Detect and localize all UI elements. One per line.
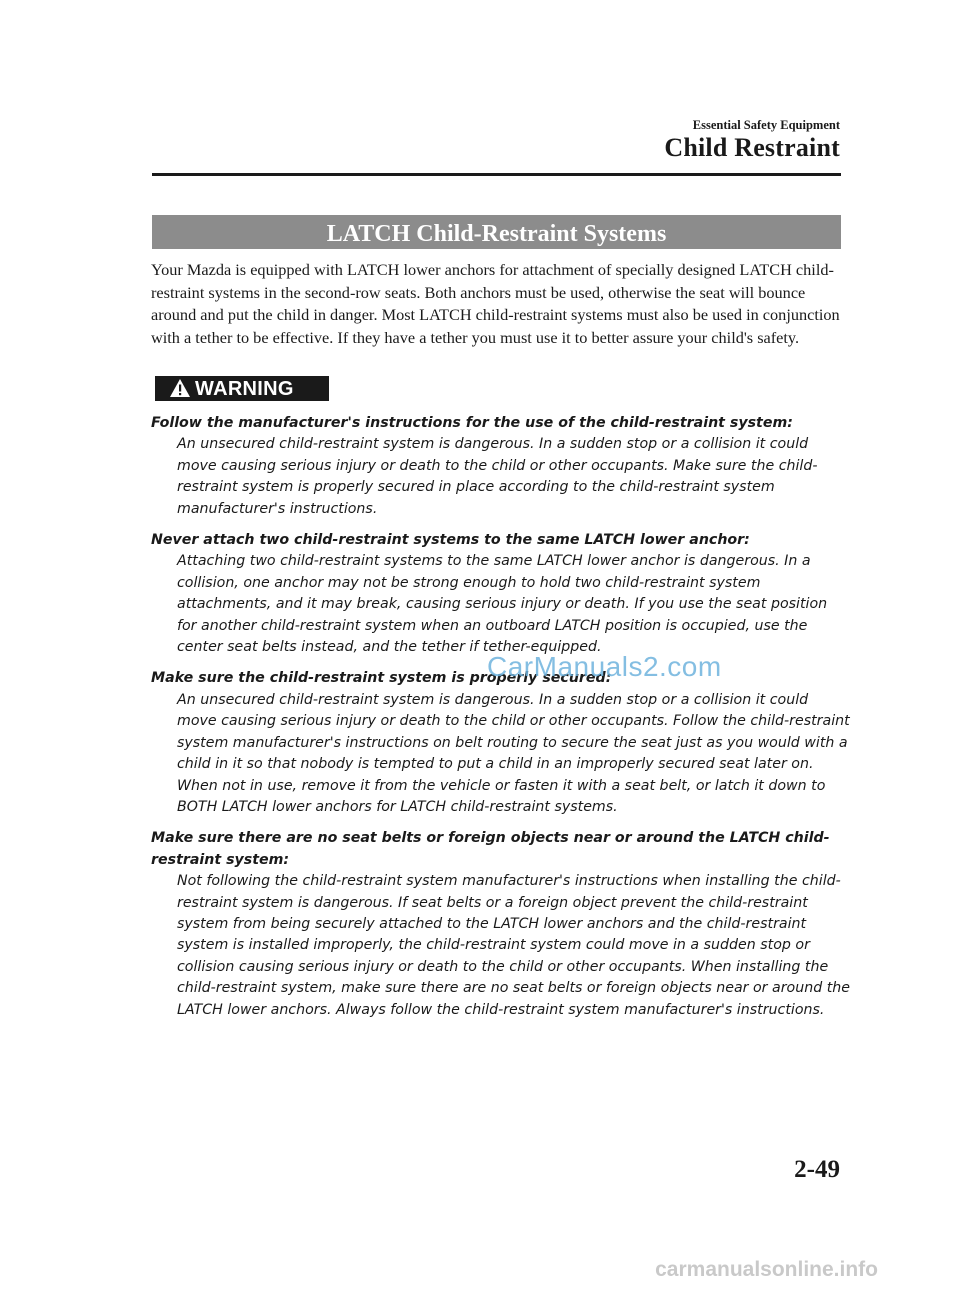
page-number: 2-49 [794,1156,840,1183]
intro-paragraph: Your Mazda is equipped with LATCH lower anchors for attachment of specially designed LATCH child-restraint systems in the second-row seats. Both anchors must be used, otherwise the seat will bounce around and put the child in danger. Most LATCH child-restraint systems must also be used in conjunction with a tether to be effective. If they have a tether you must use it to better assure your child's safety. [151,260,840,347]
warning-body: Attaching two child-restraint systems to the same LATCH lower anchor is dangerous. In a collision, one anchor may not be strong enough to hold two child-restraint system attachments, and it may break, causing serious injury or death. If you use the seat position for another child-restraint system when an outboard LATCH position is occupied, use the center seat belts instead, and the tether if tether-equipped. [177,553,828,656]
header-divider [152,173,841,176]
section-title: LATCH Child-Restraint Systems [152,215,841,249]
warning-body: An unsecured child-restraint system is dangerous. In a sudden stop or a collision it could move causing serious injury or death to the child or other occupants. Make sure the child-restraint system is properly secured in place according to the child-restraint system manufacturer's instructions. [177,436,818,517]
warning-item [151,530,851,658]
warning-item [151,828,851,1021]
warning-body: Not following the child-restraint system manufacturer's instructions when installing the child-restraint system is dangerous. If seat belts or a foreign object prevent the child-restraint system from being securely attached to the LATCH lower anchors and the child-restraint system is installed improperly, the child-restraint system could move in a sudden stop or collision causing serious injury or death to the child or other occupants. When installing the child-restraint system, make sure there are no seat belts or foreign objects near or around the LATCH lower anchors. Always follow the child-restraint system manufacturer's instructions. [177,873,851,1018]
running-header-section: Essential Safety Equipment [692,118,840,132]
warning-item [151,413,851,520]
warning-heading: Follow the manufacturer's instructions for the use of the child-restraint system: [151,415,793,431]
warning-heading: Make sure there are no seat belts or foreign objects near or around the LATCH child-restraint system: [151,830,830,868]
warning-heading: Make sure the child-restraint system is properly secured: [151,670,612,687]
running-header-chapter: Child Restraint [664,133,840,162]
warning-item [151,668,851,818]
warning-label: WARNING [195,378,294,400]
warning-heading: Never attach two child-restraint systems to the same LATCH lower anchor: [151,532,750,549]
warning-list [151,413,851,1031]
warning-badge [155,376,329,401]
warning-triangle-icon [169,378,191,398]
warning-body: An unsecured child-restraint system is dangerous. In a sudden stop or a collision it could move causing serious injury or death to the child or other occupants. Follow the child-restraint system manufacturer's instructions on belt routing to secure the seat just as you would with a child in it so that nobody is tempted to put a child in an improperly secured seat later on. When not in use, remove it from the vehicle or fasten it with a seat belt, or latch it down to BOTH LATCH lower anchors for LATCH child-restraint systems. [177,691,850,815]
footer-watermark: carmanualsonline.info [655,1258,878,1281]
watermark: CarManuals2.com [487,651,722,682]
